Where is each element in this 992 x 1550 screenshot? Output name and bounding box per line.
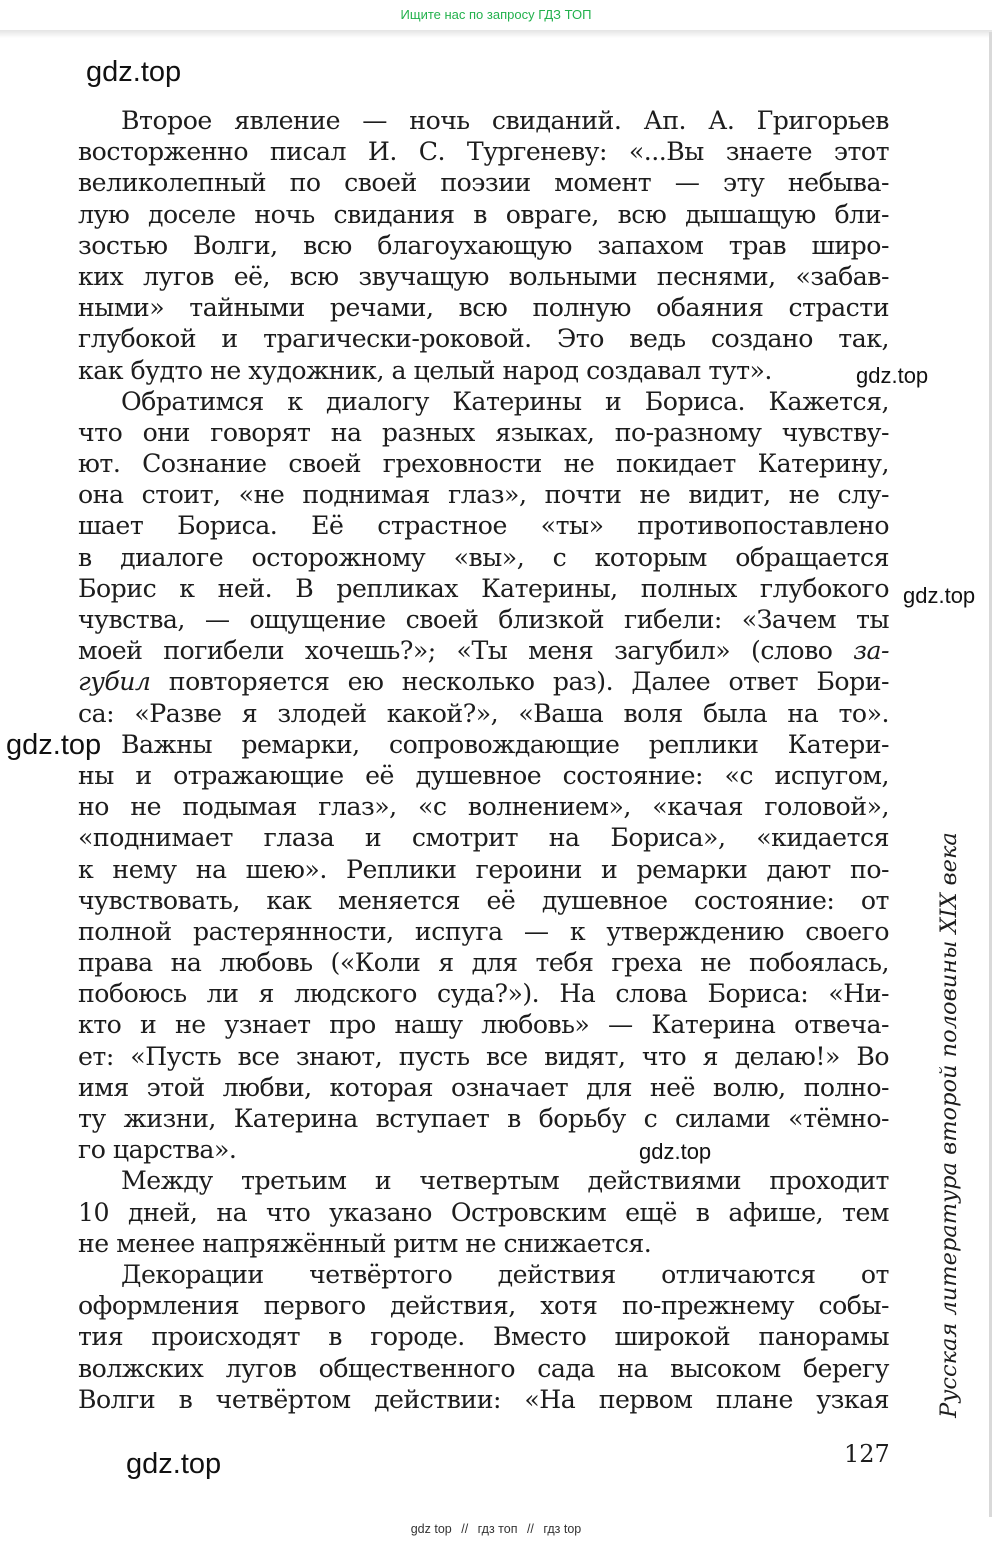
text-line: к нему на шею». Реплики героини и ремарки дают по-	[78, 854, 889, 884]
paragraph-3	[78, 1165, 889, 1259]
text-line: Декорации четвёртого действия отличаются от	[121, 1259, 889, 1289]
text-line-with-italic	[78, 666, 889, 697]
top-banner	[0, 0, 992, 32]
watermark: gdz.top	[126, 1448, 222, 1480]
text-line-with-italic	[78, 635, 889, 666]
text-line: ными» тайными речами, всю полную обаяния страсти	[78, 293, 889, 323]
text-line: Важны ремарки, сопровождающие реплики Катери-	[121, 729, 889, 759]
paragraph-4	[78, 1259, 889, 1415]
text-line: ны и отражающие её душевное состояние: «с испугом,	[78, 760, 889, 790]
text-line: не менее напряжённый ритм не снижается.	[78, 1228, 652, 1258]
text-line: она стоит, «не поднимая глаз», почти не видит, не слу-	[78, 480, 889, 510]
text-line: тия происходят в городе. Вместо широкой панорамы	[78, 1322, 889, 1352]
line-text: повторяется ею несколько раз). Далее ответ Бори-	[150, 667, 889, 697]
link-separator: //	[526, 1522, 534, 1536]
text-line: глубокой и трагически-роковой. Это ведь создано так,	[78, 324, 889, 354]
text-line: 10 дней, на что указано Островским ещё в афише, тем	[78, 1197, 889, 1227]
text-line: ет: «Пусть все знают, пусть все видят, что я делаю!» Во	[78, 1041, 889, 1071]
side-title: Русская литература второй половины XIX века	[936, 832, 962, 1418]
text-line: лую доселе ночь свидания в овраге, всю дышащую бли-	[78, 199, 889, 229]
paragraph-2	[78, 386, 889, 1166]
text-line: чувствовать, как меняется её душевное состояние: от	[78, 885, 889, 915]
text-line: Борис к ней. В репликах Катерины, полных глубокого	[78, 573, 889, 603]
line-text: моей погибели хочешь?»; «Ты меня загубил» (слово	[78, 636, 854, 666]
text-line: ют. Сознание своей греховности не покидает Катерину,	[78, 449, 889, 479]
text-line: в диалоге осторожному «вы», с которым обращается	[78, 542, 889, 572]
text-line: Волги в четвёртом действии: «На первом плане узкая	[78, 1384, 889, 1414]
bottom-link[interactable]: гдз топ	[477, 1522, 518, 1536]
banner-text[interactable]: Ищите нас по запросу ГДЗ ТОП	[400, 7, 592, 22]
bottom-link[interactable]: gdz top	[410, 1522, 452, 1536]
text-line: полной растерянности, испуга — к утверждению своего	[78, 916, 889, 946]
body-text	[78, 105, 889, 1415]
watermark: gdz.top	[6, 729, 102, 761]
text-line: побоюсь ли я людского суда?»). На слова Бориса: «Ни-	[78, 979, 889, 1009]
text-line: великолепный по своей поэзии момент — эту небыва-	[78, 168, 889, 198]
text-line: кто и не узнает про нашу любовь» — Катерина отвеча-	[78, 1010, 889, 1040]
text-line: чувства, — ощущение своей близкой гибели: «Зачем ты	[78, 605, 889, 634]
text-line: восторженно писал И. С. Тургеневу: «...Вы знаете этот	[78, 137, 889, 167]
paragraph-1	[78, 105, 889, 386]
watermark: gdz.top	[903, 583, 976, 608]
text-line: ту жизни, Катерина вступает в борьбу с силами «тёмно-	[78, 1104, 889, 1133]
text-line: «поднимает глаза и смотрит на Бориса», «кидается	[78, 823, 889, 853]
text-line: зостью Волги, всю благоухающую запахом трав широ-	[78, 230, 889, 260]
text-line: права на любовь («Коли я для тебя греха не побоялась,	[78, 948, 889, 978]
text-line: что они говорят на разных языках, по-разному чувству-	[78, 417, 889, 447]
text-line: волжских лугов общественного сада на высоком берегу	[78, 1353, 889, 1383]
text-line: Второе явление — ночь свиданий. Ап. А. Григорьев	[121, 106, 889, 135]
text-line: имя этой любви, которая означает для неё волю, полно-	[78, 1072, 889, 1102]
italic-word: за-	[853, 636, 889, 666]
text-line: са: «Разве я злодей какой?», «Ваша воля была на то».	[78, 698, 889, 728]
watermark: gdz.top	[856, 363, 929, 388]
italic-word: губил	[78, 667, 151, 697]
watermark: gdz.top	[639, 1139, 712, 1164]
text-line: как будто не художник, а целый народ создавал тут».	[78, 355, 772, 385]
text-line: ких лугов её, всю звучащую вольными песнями, «забав-	[78, 261, 889, 291]
link-separator: //	[461, 1522, 469, 1536]
bottom-link[interactable]: гдз top	[543, 1522, 582, 1536]
banner-shadow	[0, 30, 992, 38]
page-number: 127	[844, 1440, 890, 1468]
text-line: Между третьим и четвертым действиями проходит	[121, 1166, 889, 1196]
text-line: го царства».	[78, 1135, 237, 1165]
bottom-links	[0, 1522, 992, 1536]
watermark: gdz.top	[86, 56, 182, 88]
text-line: Обратимся к диалогу Катерины и Бориса. Кажется,	[121, 386, 889, 416]
text-line: оформления первого действия, хотя по-прежнему собы-	[78, 1291, 889, 1321]
text-line: но не подымая глаз», «с волнением», «качая головой»,	[78, 792, 889, 822]
text-line: шает Бориса. Её страстное «ты» противопоставлено	[78, 511, 889, 541]
